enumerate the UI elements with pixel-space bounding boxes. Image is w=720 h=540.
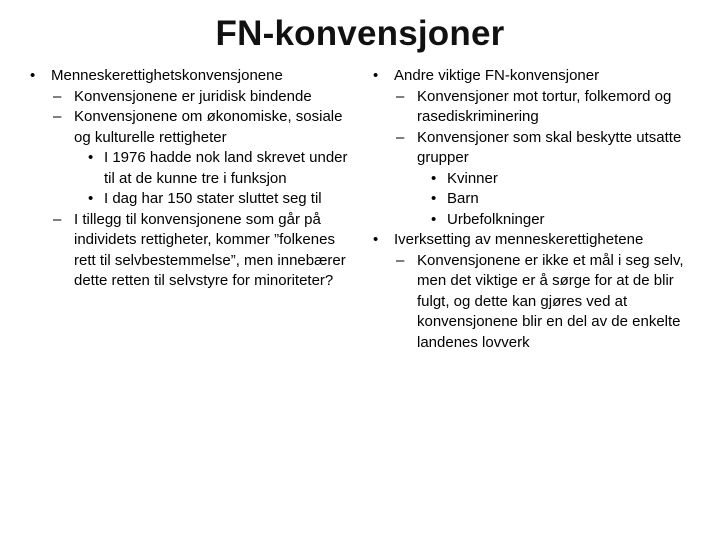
bullet-icon: • — [431, 190, 437, 207]
dash-icon: – — [396, 251, 405, 269]
list-item — [30, 66, 357, 87]
list-item — [373, 87, 700, 128]
dash-icon: – — [396, 128, 405, 146]
list-item — [373, 169, 700, 190]
slide-title: FN-konvensjoner — [215, 14, 505, 53]
list-item — [373, 251, 700, 354]
list-item — [30, 87, 357, 108]
dash-icon: – — [396, 87, 405, 105]
list-item — [373, 128, 700, 169]
list-item — [373, 210, 700, 231]
item-text: Konvensjoner som skal beskytte utsatte grupper — [417, 128, 682, 166]
list-item — [373, 66, 700, 87]
item-text: I tillegg til konvensjonene som går på individets rettigheter, kommer ”folkenes rett til selvbestemmelse”, men innebærer dette retten til selvstyre for minoriteter? — [74, 210, 346, 289]
bullet-icon: • — [431, 169, 437, 187]
item-text: Andre viktige FN-konvensjoner — [394, 67, 600, 84]
item-text: I dag har 150 stater sluttet seg til — [104, 190, 322, 207]
column-right — [373, 66, 700, 353]
column-left — [30, 66, 357, 353]
dash-icon: – — [53, 210, 62, 228]
list-item — [373, 189, 700, 210]
list-item — [30, 189, 357, 210]
item-text: Konvensjoner mot tortur, folkemord og rasediskriminering — [417, 87, 672, 125]
list-item — [373, 230, 700, 251]
item-text: I 1976 hadde nok land skrevet under til at de kunne tre i funksjon — [104, 149, 348, 187]
bullet-icon: • — [30, 67, 36, 84]
item-text: Konvensjonene er juridisk bindende — [74, 87, 312, 105]
item-text: Urbefolkninger — [447, 210, 545, 228]
dash-icon: – — [53, 108, 62, 125]
bullet-icon: • — [88, 149, 94, 166]
list-item — [30, 148, 357, 189]
list-item — [30, 107, 357, 148]
slide-body — [0, 54, 720, 353]
item-text: Konvensjonene om økonomiske, sosiale og kulturelle rettigheter — [74, 108, 343, 146]
bullet-icon: • — [373, 67, 379, 84]
bullet-icon: • — [88, 190, 94, 207]
dash-icon: – — [53, 87, 62, 105]
bullet-icon: • — [373, 231, 379, 248]
item-text: Konvensjonene er ikke et mål i seg selv, men det viktige er å sørge for at de blir fulgt, og dette kan gjøres ved at konvensjonene blir en del av de enkelte landenes lovverk — [417, 251, 684, 351]
list-item — [30, 210, 357, 292]
bullet-icon: • — [431, 210, 437, 228]
item-text: Barn — [447, 190, 479, 207]
item-text: Menneskerettighetskonvensjonene — [51, 67, 283, 84]
item-text: Iverksetting av menneskerettighetene — [394, 231, 644, 248]
item-text: Kvinner — [447, 169, 498, 187]
